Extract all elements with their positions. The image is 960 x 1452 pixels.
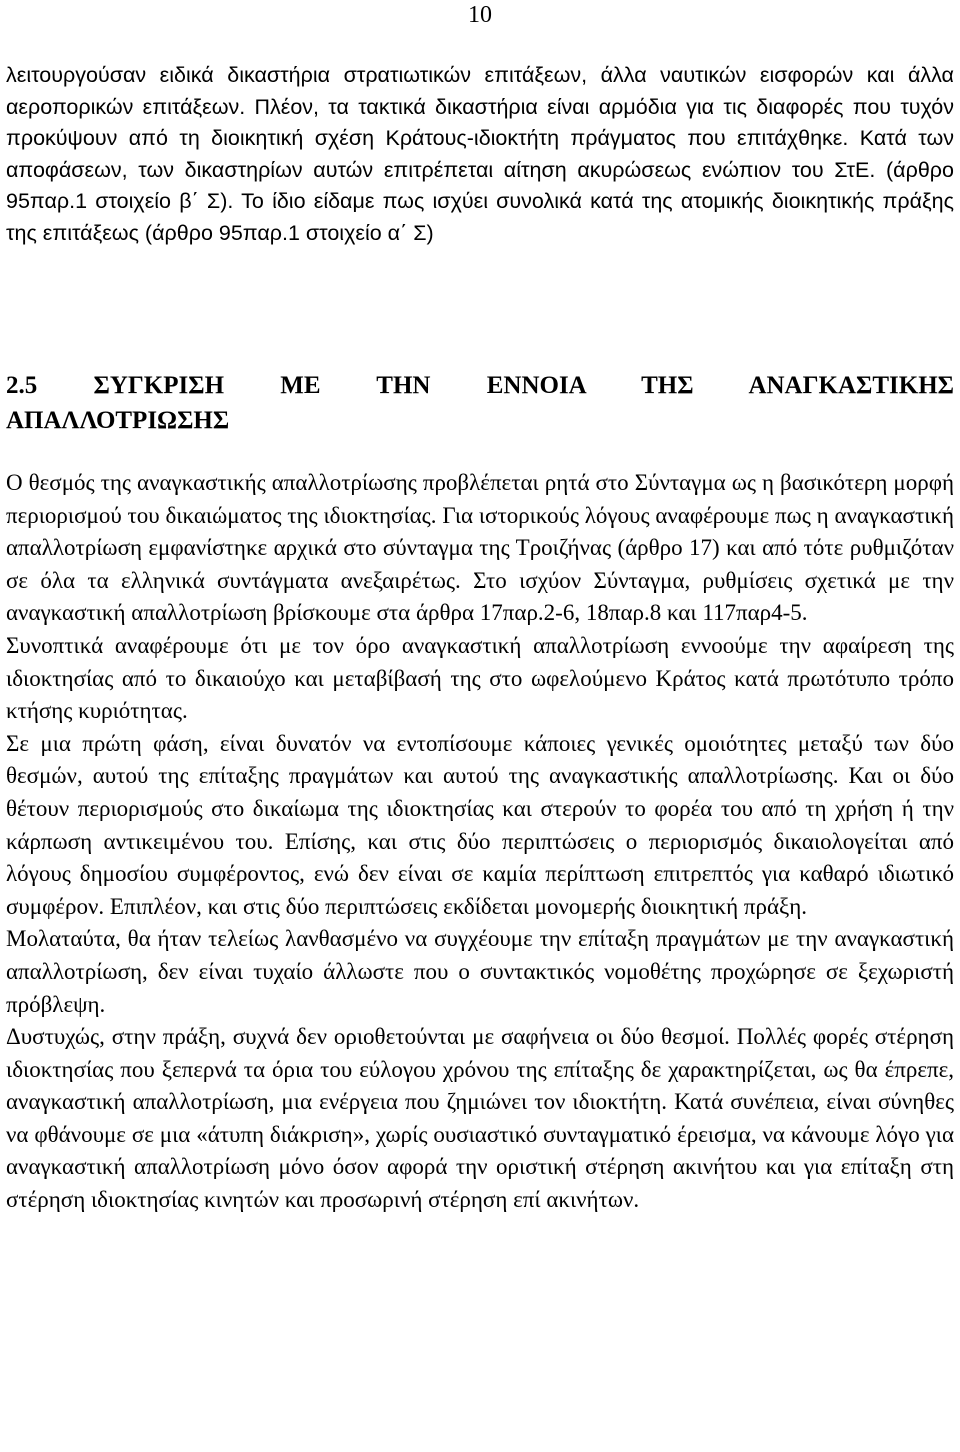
- paragraph: Σε μια πρώτη φάση, είναι δυνατόν να εντοπίσουμε κάποιες γενικές ομοιότητες μεταξύ των δύο θεσμών, αυτού της επίταξης πραγμάτων και αυτού της αναγκαστικής απαλλοτρίωσης. Και οι δύο θέτουν περιορισμούς στο δικαίωμα της ιδιοκτησίας και στερούν το φορέα του από τη χρήση ή την κάρπωση αντικειμένου του. Επίσης, και στις δύο περιπτώσεις ο περιορισμός δικαιολογείται από λόγους δημοσίου συμφέροντος, ενώ δεν είναι σε καμία περίπτωση επιτρεπτός για καθαρό ιδιωτικό συμφέρον. Επιπλέον, και στις δύο περιπτώσεις εκδίδεται μονομερής διοικητική πράξη.: [6, 730, 954, 919]
- section-body: [6, 467, 954, 1217]
- paragraph: Ο θεσμός της αναγκαστικής απαλλοτρίωσης προβλέπεται ρητά στο Σύνταγμα ως η βασικότερη μορφή περιορισμού του δικαιώματος της ιδιοκτησίας. Για ιστορικούς λόγους αναφέρουμε πως η αναγκαστική απαλλοτρίωση εμφανίστηκε αρχικά στο σύνταγμα της Τροιζήνας (άρθρο 17) και από τότε ρυθμιζόταν σε όλα τα ελληνικά συντάγματα ανεξαιρέτως. Στο ισχύον Σύνταγμα, ρυθμίσεις σχετικά με την αναγκαστική απαλλοτρίωση βρίσκουμε στα άρθρα 17παρ.2-6, 18παρ.8 και 117παρ4-5.: [6, 470, 954, 626]
- paragraph: Δυστυχώς, στην πράξη, συχνά δεν οριοθετούνται με σαφήνεια οι δύο θεσμοί. Πολλές φορές στέρηση ιδιοκτησίας που ξεπερνά τα όρια του εύλογου χρόνου της επίταξης δε χαρακτηρίζεται, ως θα έπρεπε, αναγκαστική απαλλοτρίωση, μια ενέργεια που ζημιώνει τον ιδιοκτήτη. Κατά συνέπεια, είναι σύνηθες να φθάνουμε σε μια «άτυπη διάκριση», χωρίς ουσιαστικό συνταγματικό έρεισμα, να κάνουμε λόγο για αναγκαστική απαλλοτρίωση μόνο όσον αφορά την οριστική στέρηση ακινήτου και για επίταξη στη στέρηση ιδιοκτησίας κινητών και προσωρινή στέρηση επί ακινήτων.: [6, 1024, 954, 1213]
- section-heading-line2: ΑΠΑΛΛΟΤΡΙΩΣΗΣ: [6, 407, 230, 434]
- paragraph: Μολαταύτα, θα ήταν τελείως λανθασμένο να συγχέουμε την επίταξη πραγμάτων με την αναγκαστική απαλλοτρίωση, δεν είναι τυχαίο άλλωστε που ο συντακτικός νομοθέτης προχώρησε σε ξεχωριστή πρόβλεψη.: [6, 926, 954, 1017]
- section-heading-line1: 2.5 ΣΥΓΚΡΙΣΗ ΜΕ ΤΗΝ ΕΝΝΟΙΑ ΤΗΣ ΑΝΑΓΚΑΣΤΙΚΗΣ: [6, 372, 954, 399]
- paragraph: Συνοπτικά αναφέρουμε ότι με τον όρο αναγκαστική απαλλοτρίωση εννοούμε την αφαίρεση της ιδιοκτησίας από το δικαιούχο και μεταβίβασή της στο ωφελούμενο Κράτος κατά πρωτότυπο τρόπο κτήσης κυριότητας.: [6, 632, 954, 724]
- intro-paragraph: λειτουργούσαν ειδικά δικαστήρια στρατιωτικών επιτάξεων, άλλα ναυτικών εισφορών και άλλα αεροπορικών επιτάξεων. Πλέον, τα τακτικά δικαστήρια είναι αρμόδια για τις διαφορές που τυχόν προκύψουν από τη διοικητική σχέση Κράτους-ιδιοκτήτη πράγματος που επιτάχθηκε. Κατά των αποφάσεων, των δικαστηρίων αυτών επιτρέπεται αίτηση ακυρώσεως ενώπιον του ΣτΕ. (άρθρο 95παρ.1 στοιχείο β΄ Σ). Το ίδιο είδαμε πως ισχύει συνολικά κατά της ατομικής διοικητικής πράξης της επιτάξεως (άρθρο 95παρ.1 στοιχείο α΄ Σ): [6, 63, 954, 245]
- section-heading: [6, 368, 954, 438]
- page-number: 10: [468, 2, 492, 28]
